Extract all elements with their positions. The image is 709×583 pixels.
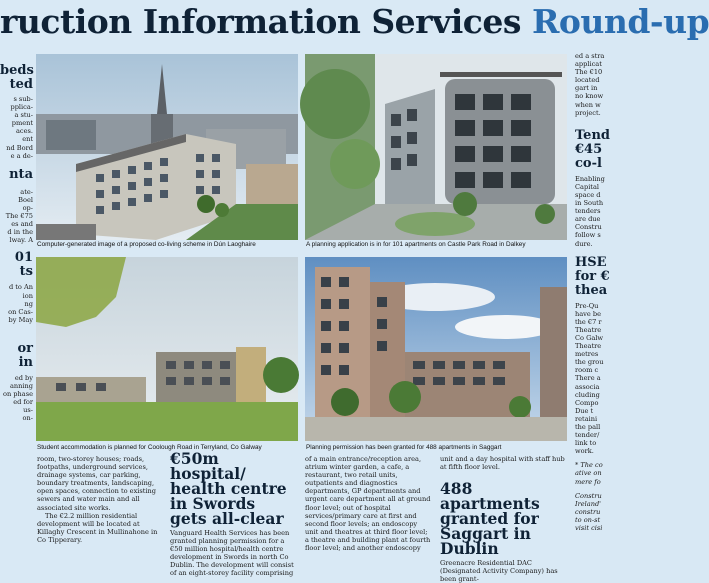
left-text-line: pment	[11, 119, 33, 128]
left-headline-4: or	[17, 340, 33, 356]
left-headline-3b: ts	[19, 264, 33, 280]
left-text-line: s sub-	[13, 95, 33, 103]
masthead-title	[0, 2, 709, 41]
right-text-line: associa	[575, 382, 600, 391]
right-text-line: gart in	[575, 84, 598, 93]
saggart-render-image	[305, 257, 567, 441]
right-text-line: have be	[575, 309, 602, 318]
left-text-line: anning	[9, 381, 33, 390]
right-text-line: tender/	[575, 431, 600, 440]
right-text-line: Compo	[575, 398, 599, 407]
right-text-line: Co Galw	[575, 333, 604, 342]
left-text-line: d in the	[7, 228, 33, 237]
article-hospital-swords	[170, 451, 296, 583]
left-text-3	[0, 283, 33, 323]
left-text-line: ed by	[14, 373, 33, 382]
left-text-line: us-	[23, 406, 33, 415]
left-text-line: lway. A	[9, 236, 33, 245]
right-note-line: * The co	[575, 461, 603, 470]
left-text-line: on Cas-	[8, 307, 33, 316]
right-text-line: applicat	[575, 60, 602, 69]
right-note-line: mere fo	[575, 477, 601, 486]
left-headline-2: nta	[9, 166, 33, 182]
right-text-line: Due t	[575, 406, 594, 415]
masthead-title-blue: Round-up	[531, 2, 709, 41]
photo-saggart-apartments	[305, 257, 567, 441]
right-headline-2c: thea	[575, 282, 608, 298]
right-text-line: are due	[575, 215, 601, 224]
left-headline-1: beds	[0, 63, 34, 78]
right-text-line: Constru	[575, 223, 602, 232]
left-text-line: ng	[24, 299, 33, 308]
left-text-line: ent	[22, 135, 33, 144]
right-text-line: Pre-Qu	[575, 301, 599, 310]
right-note-line: visit cisi	[575, 524, 603, 533]
right-text-line: tenders	[575, 207, 601, 216]
right-headline-1: Tend	[575, 127, 610, 143]
hospital-paragraph-2: of a main entrance/reception area, atrium winter garden, a cafe, a restaurant, two retail units, outpatients and diagnostics departments, GP departments and urgent care department all at ground floor level; out of hospital services/primary care at first and second floor levels; an endoscopy unit and theatres at third floor level; a theatre and building plant at fourth floor level; and another endoscopy	[305, 455, 431, 553]
left-text-line: on phase	[3, 390, 33, 399]
photo-dun-laoghaire-coliving	[36, 54, 298, 240]
right-text-line: when w	[575, 100, 601, 109]
galway-render-image	[36, 257, 298, 441]
left-text-line: The €75	[5, 212, 33, 221]
caption-1: Computer-generated image of a proposed co-living scheme in Dún Laoghaire	[37, 241, 256, 248]
right-headline-1c: co-l	[575, 155, 602, 171]
article-saggart	[440, 455, 568, 583]
right-text-line: the €7 r	[575, 317, 602, 326]
right-text-line: metres	[575, 350, 599, 359]
left-text-line: op-	[22, 203, 33, 212]
right-headline-2b: for €	[575, 268, 610, 284]
right-note-line: Ireland'	[575, 499, 601, 508]
masthead-title-dark: ruction Information Services	[0, 2, 521, 41]
right-note-line: Constru	[575, 491, 602, 500]
right-text-line: dure.	[575, 239, 593, 248]
right-text-line: located	[575, 76, 600, 85]
photo-dalkey-apartments	[305, 54, 567, 240]
right-text-line: work.	[575, 447, 594, 456]
dalkey-render-image	[305, 54, 567, 240]
right-text-line: space d	[575, 190, 601, 199]
col-a-paragraph-1: room, two-storey houses; roads, footpaths, underground services, drainage systems, car parking, boundary treatments, landscaping, open spaces, connection to existing sewers and water main and all associated site works.	[37, 455, 157, 512]
left-text-line: d to An	[8, 283, 33, 292]
right-text-line: ed a stra	[575, 52, 605, 60]
caption-3: Student accommodation is planned for Coolough Road in Terryland, Co Galway	[37, 444, 262, 451]
left-text-line: aces.	[15, 127, 33, 136]
right-text-line: Enabling	[575, 174, 605, 183]
left-text-line: on-	[22, 414, 33, 423]
right-headline-1b: €45	[575, 141, 603, 157]
col-a-paragraph-2: The €2.2 million residential development will be located at Killaghy Crescent in Mullinahone in Co Tipperary.	[37, 511, 158, 544]
right-text-1	[575, 52, 605, 117]
masthead	[0, 0, 709, 48]
right-text-line: the grou	[575, 358, 604, 367]
right-text-line: the pall	[575, 423, 601, 431]
hospital-paragraph-1: Vanguard Health Services has been granted planning permission for a €50 million hospital/health centre development in Swords in north Co Dublin. The development will consist of an eight-storey facility comprising	[170, 529, 294, 578]
left-text-line: Boel	[18, 195, 33, 204]
left-text-line: e a de-	[10, 151, 33, 160]
left-text-line: ate-	[20, 187, 33, 196]
right-text-line: The €10	[575, 68, 603, 77]
left-text-line: pplica-	[10, 103, 33, 112]
right-text-line: in South	[575, 199, 604, 208]
left-headline-4b: in	[18, 354, 33, 370]
right-text-line: Theatre	[575, 325, 602, 334]
right-note-line: ative on	[575, 469, 602, 478]
left-text-line: ion	[22, 291, 33, 300]
right-note-1	[575, 461, 603, 486]
left-text-line: ed for	[13, 398, 33, 407]
right-text-line: There a	[575, 374, 601, 383]
left-text-line: by May	[8, 315, 33, 324]
left-column	[0, 64, 33, 422]
right-text-line: follow s	[575, 231, 601, 240]
right-text-line: Theatre	[575, 342, 602, 351]
left-text-line: nd Bord	[6, 143, 33, 152]
right-text-line: retaini	[575, 414, 598, 423]
right-note-2	[575, 491, 603, 533]
right-text-line: project.	[575, 108, 601, 117]
right-column	[575, 52, 610, 533]
headline-hospital-swords: €50m hospital/ health centre in Swords gets all-clear	[170, 449, 287, 528]
right-text-line: link to	[575, 439, 597, 448]
hospital-paragraph-3: unit and a day hospital with staff hub at fifth floor level.	[440, 455, 565, 472]
photo-galway-student-accommodation	[36, 257, 298, 441]
right-text-line: no know	[575, 92, 604, 101]
article-continuation-col-a	[37, 455, 161, 583]
right-note-line: to on-st	[575, 515, 601, 524]
left-headline-1b: ted	[9, 77, 33, 92]
article-hospital-continuation	[305, 455, 431, 583]
right-text-line: cluding	[575, 390, 600, 399]
right-text-2	[575, 174, 605, 248]
left-text-1	[0, 95, 33, 160]
left-headline-3: 01	[14, 250, 33, 266]
caption-2: A planning application is in for 101 apartments on Castle Park Road in Dalkey	[306, 241, 526, 248]
right-headline-2: HSE	[575, 254, 607, 270]
left-text-line: es and	[11, 220, 33, 229]
caption-4: Planning permission has been granted for 488 apartments in Saggart	[306, 444, 502, 451]
left-text-4	[0, 374, 33, 423]
saggart-paragraph-1: Greenacre Residential DAC (Designated Activity Company) has been grant-	[440, 559, 558, 583]
left-text-line: a stu-	[14, 111, 33, 120]
headline-saggart: 488 apartments granted for Saggart in Dublin	[440, 479, 540, 559]
left-text-2	[0, 188, 33, 245]
right-text-3	[575, 301, 604, 456]
right-note-line: constru	[575, 507, 601, 516]
right-text-line: room c	[575, 366, 599, 375]
right-text-line: Capital	[575, 182, 599, 191]
co-living-render-image	[36, 54, 298, 240]
